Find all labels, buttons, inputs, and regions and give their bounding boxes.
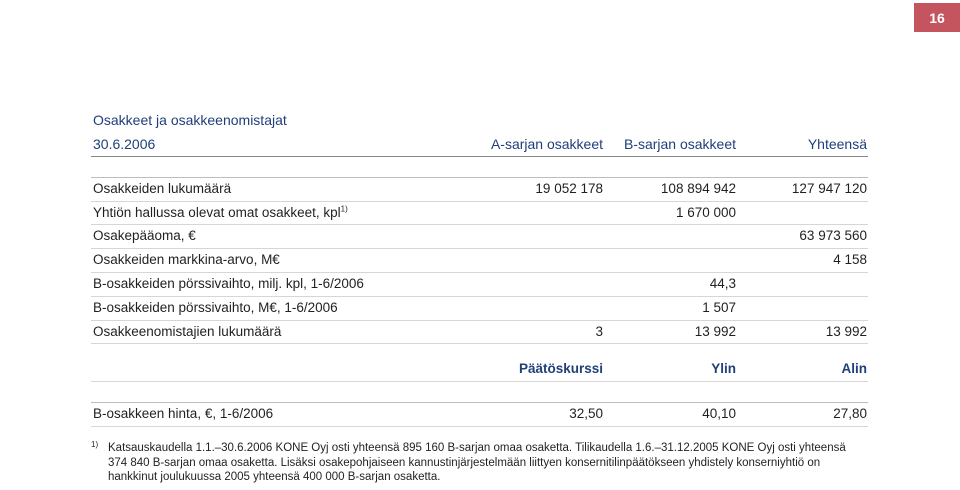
footnote-ref: 1)	[340, 204, 348, 214]
cell-total: 13 992	[825, 323, 867, 339]
price-closing: 32,50	[569, 405, 603, 421]
shares-table-body	[91, 178, 868, 345]
cell-a-shares: 19 052 178	[535, 180, 603, 196]
header-b-shares: B-sarjan osakkeet	[623, 136, 736, 152]
row-label: Yhtiön hallussa olevat omat osakkeet, kpl	[93, 204, 341, 220]
price-high: 40,10	[702, 405, 736, 421]
price-low: 27,80	[833, 405, 867, 421]
cell-a-shares: 3	[595, 323, 603, 339]
row-label: Osakkeiden markkina-arvo, M€	[93, 252, 280, 268]
header-low: Alin	[841, 361, 867, 376]
table-row	[91, 321, 868, 345]
cell-b-shares: 13 992	[694, 323, 736, 339]
header-date: 30.6.2006	[93, 136, 156, 152]
cell-b-shares: 108 894 942	[660, 180, 736, 196]
row-label: Osakkeiden lukumäärä	[93, 180, 232, 196]
row-label: Osakepääoma, €	[93, 228, 196, 244]
header-high: Ylin	[711, 361, 736, 376]
row-label: Osakkeenomistajien lukumäärä	[93, 323, 282, 339]
footnote-text: Katsauskaudella 1.1.–30.6.2006 KONE Oyj osti yhteensä 895 160 B-sarjan omaa osaketta. Tilikaudella 1.6.–31.12.2005 KONE Oyj osti yhteensä 374 840 B-sarjan omaa osaketta. Lisäksi osakepohjaiseen kannustinjärjestelmään liittyen konsernitilinpäätökseen yhdistely konserniyhtiö on hankkinut joulukuussa 2005 yhteensä 400 000 B-sarjan osaketta.	[108, 442, 846, 483]
table-row	[91, 178, 868, 202]
spacer	[91, 382, 868, 402]
footnote	[91, 441, 868, 485]
price-table	[91, 358, 868, 427]
cell-b-shares: 1 507	[702, 299, 736, 315]
price-table-header	[91, 358, 868, 382]
table-row	[91, 273, 868, 297]
section-title: Osakkeet ja osakkeenomistajat	[93, 112, 287, 128]
cell-total: 63 973 560	[799, 228, 867, 244]
header-a-shares: A-sarjan osakkeet	[490, 136, 603, 152]
shares-table-header	[91, 133, 868, 156]
table-row	[91, 297, 868, 321]
cell-b-shares: 44,3	[709, 275, 736, 291]
cell-b-shares: 1 670 000	[675, 204, 736, 220]
table-row	[91, 225, 868, 249]
footnote-mark: 1)	[91, 440, 99, 449]
price-row-label: B-osakkeen hinta, €, 1-6/2006	[93, 405, 274, 421]
cell-total: 4 158	[833, 252, 867, 268]
header-total: Yhteensä	[807, 136, 867, 152]
cell-total: 127 947 120	[791, 180, 867, 196]
price-row	[91, 403, 868, 427]
page-number-badge: 16	[914, 3, 960, 32]
row-label: B-osakkeiden pörssivaihto, milj. kpl, 1-6/2006	[93, 275, 364, 291]
spacer	[91, 157, 868, 177]
table-row	[91, 249, 868, 273]
shares-table	[91, 133, 868, 344]
row-label-wrap	[93, 202, 348, 225]
table-row	[91, 202, 868, 226]
header-closing-price: Päätöskurssi	[518, 361, 603, 376]
row-label: B-osakkeiden pörssivaihto, M€, 1-6/2006	[93, 299, 338, 315]
